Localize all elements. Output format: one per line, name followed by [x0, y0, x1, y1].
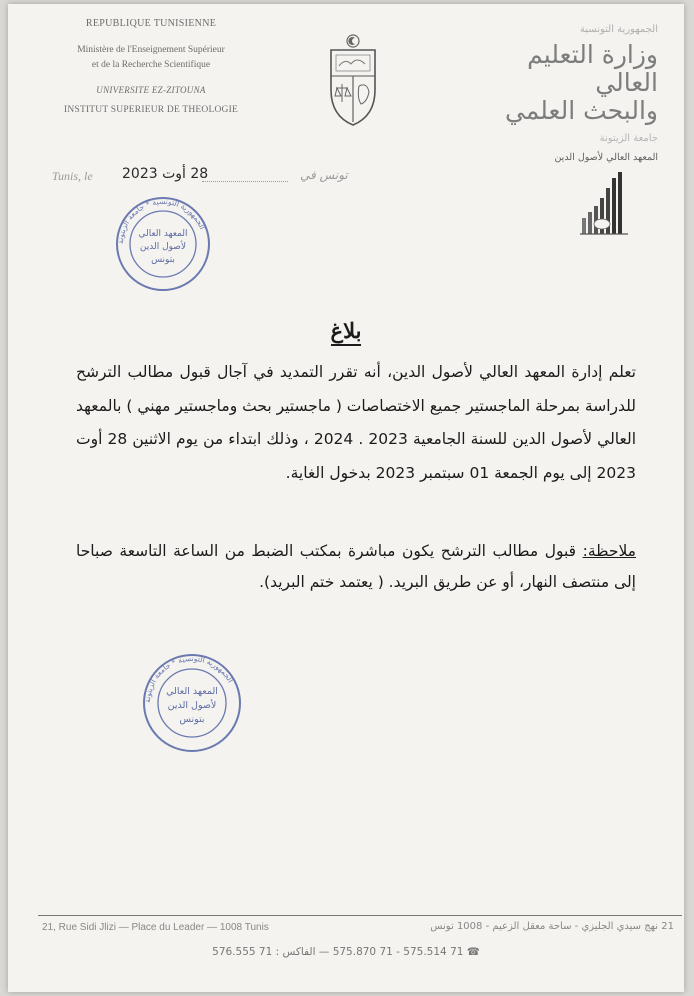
- header-ministry-2: et de la Recherche Scientifique: [91, 60, 211, 70]
- header-republic-ar: الجمهورية التونسية: [579, 24, 658, 35]
- stamp-ring-text-2: الجمهورية التونسية * جامعة الزيتونة: [142, 653, 236, 704]
- header-right-arabic: [458, 24, 658, 163]
- header-republic: REPUBLIQUE TUNISIENNE: [85, 18, 217, 29]
- document-page: [8, 4, 684, 992]
- header-ministry: Ministère de l'Enseignement Supérieur: [77, 45, 225, 55]
- stamp2-line-3: بتونس: [179, 714, 205, 725]
- footer-address-fr: 21, Rue Sidi Jlizi — Place du Leader — 1008 Tunis: [42, 922, 269, 933]
- stamp2-line-2: لأصول الدين: [167, 700, 217, 711]
- stamp-line-1: المعهد العالي: [138, 229, 188, 239]
- footer-address-ar: 21 نهج سيدي الجليزي - ساحة معقل الزعيم - 1008 تونس: [430, 921, 674, 932]
- date-label-ar: تونس في: [300, 168, 348, 182]
- institute-stamp-top: [114, 194, 212, 294]
- header-institute-ar: المعهد العالي لأصول الدين: [554, 152, 658, 163]
- date-dotted-rule: [202, 181, 288, 182]
- institute-stamp-bottom: [140, 650, 244, 756]
- date-line: [52, 166, 352, 188]
- note-text: قبول مطالب الترشح يكون مباشرة بمكتب الضبط من الساعة التاسعة صباحا إلى منتصف النهار، أو عن طريق البريد. ( يعتمد ختم البريد).: [76, 542, 636, 591]
- note-label: ملاحظة:: [582, 542, 636, 560]
- institute-logo-icon: [580, 172, 630, 238]
- stamp-ring-text: الجمهورية التونسية * جامعة الزيتونة: [115, 196, 207, 245]
- stamp-line-2: لأصول الدين: [139, 242, 187, 252]
- footer-phones: ☎ 71 575.514 - 71 575.870 — الفاكس : 71 576.555: [212, 946, 480, 958]
- date-value: 28 أوت 2023: [122, 166, 209, 182]
- header-university-ar: جامعة الزيتونة: [599, 133, 658, 144]
- header-ministry-ar: وزارة التعليم العالي: [527, 40, 658, 97]
- header-university: UNIVERSITE EZ-ZITOUNA: [96, 85, 206, 95]
- tunisia-emblem-icon: [326, 32, 380, 128]
- stamp-line-3: بتونس: [151, 255, 175, 265]
- stamp2-line-1: المعهد العالي: [166, 686, 218, 697]
- header-institute: INSTITUT SUPERIEUR DE THEOLOGIE: [64, 105, 238, 115]
- footer-divider: [38, 915, 682, 916]
- notice-note: [76, 536, 636, 598]
- date-label-fr: Tunis, le: [52, 169, 93, 183]
- header-ministry-ar-2: والبحث العلمي: [504, 96, 658, 125]
- notice-title: بلاغ: [8, 318, 684, 343]
- notice-paragraph: تعلم إدارة المعهد العالي لأصول الدين، أنه تقرر التمديد في آجال قبول مطالب الترشح للدراسة بمرحلة الماجستير جميع الاختصاصات ( ماجستير بحث وماجستير مهني ) بالمعهد العالي لأصول الدين للسنة الجامعية 2023 . 2024 ، وذلك ابتداء من يوم الاثنين 28 أوت 2023 إلى يوم الجمعة 01 سبتمبر 2023 بدخول الغاية.: [76, 363, 637, 482]
- header-left-french: [36, 16, 266, 115]
